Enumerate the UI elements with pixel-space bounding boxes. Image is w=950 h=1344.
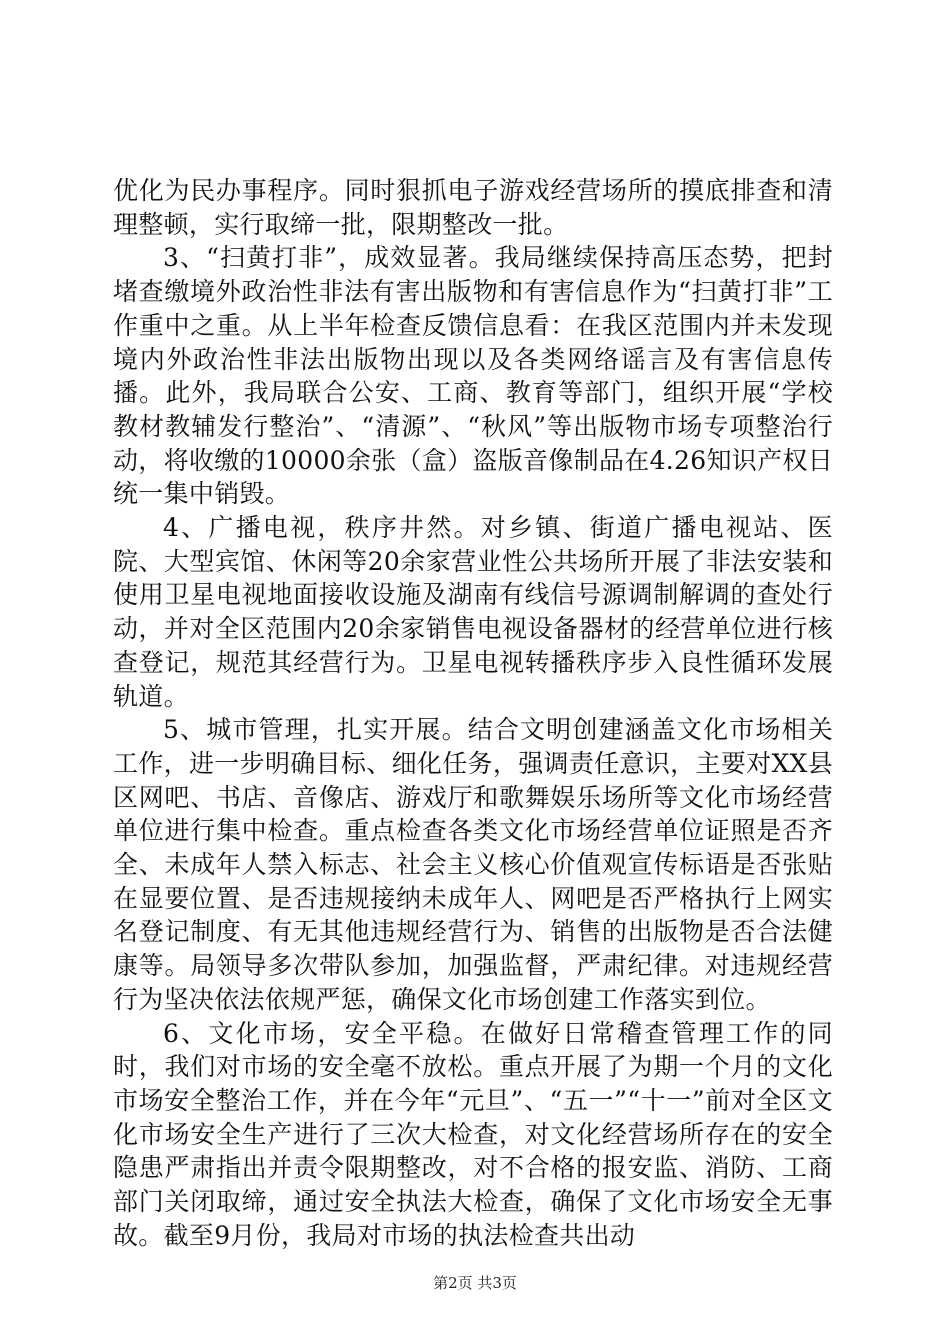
paragraph-item-3: 3、“扫黄打非”，成效显著。我局继续保持高压态势，把封堵查缴境外政治性非法有害出版物和有害信息作为“扫黄打非”工作重中之重。从上半年检查反馈信息看：在我区范围内并未发现境内外政治性非法出版物出现以及各类网络谣言及有害信息传播。此外，我局联合公安、工商、教育等部门，组织开展“学校教材教辅发行整治”、“清源”、“秋风”等出版物市场专项整治行动，将收缴的10000余张（盒）盗版音像制品在4.26知识产权日统一集中销毁。 bbox=[113, 243, 833, 509]
page-footer: 第2页 共3页 bbox=[433, 1274, 517, 1292]
paragraph-item-4: 4、广播电视，秩序井然。对乡镇、街道广播电视站、医院、大型宾馆、休闲等20余家营业性公共场所开展了非法安装和使用卫星电视地面接收设施及湖南有线信号源调制解调的查处行动，并对全区范围内20余家销售电视设备器材的经营单位进行核查登记，规范其经营行为。卫星电视转播秩序步入良性循环发展轨道。 bbox=[113, 513, 833, 711]
paragraph-item-6: 6、文化市场，安全平稳。在做好日常稽查管理工作的同时，我们对市场的安全毫不放松。重点开展了为期一个月的文化市场安全整治工作，并在今年“元旦”、“五一”“十一”前对全区文化市场安全生产进行了三次大检查，对文化经营场所存在的安全隐患严肃指出并责令限期整改，对不合格的报安监、消防、工商部门关闭取缔，通过安全执法大检查，确保了文化市场安全无事故。截至9月份，我局对市场的执法检查共出动 bbox=[113, 1018, 833, 1250]
document-body bbox=[113, 174, 833, 1253]
paragraph-continuation: 优化为民办事程序。同时狠抓电子游戏经营场所的摸底排查和清理整顿，实行取缔一批，限期整改一批。 bbox=[113, 176, 833, 239]
paragraph-item-5: 5、城市管理，扎实开展。结合文明创建涵盖文化市场相关工作，进一步明确目标、细化任务，强调责任意识，主要对XX县区网吧、书店、音像店、游戏厅和歌舞娱乐场所等文化市场经营单位进行集中检查。重点检查各类文化市场经营单位证照是否齐全、未成年人禁入标志、社会主义核心价值观宣传标语是否张贴在显要位置、是否违规接纳未成年人、网吧是否严格执行上网实名登记制度、有无其他违规经营行为、销售的出版物是否合法健康等。局领导多次带队参加，加强监督，严肃纪律。对违规经营行为坚决依法依规严惩，确保文化市场创建工作落实到位。 bbox=[113, 715, 833, 1014]
